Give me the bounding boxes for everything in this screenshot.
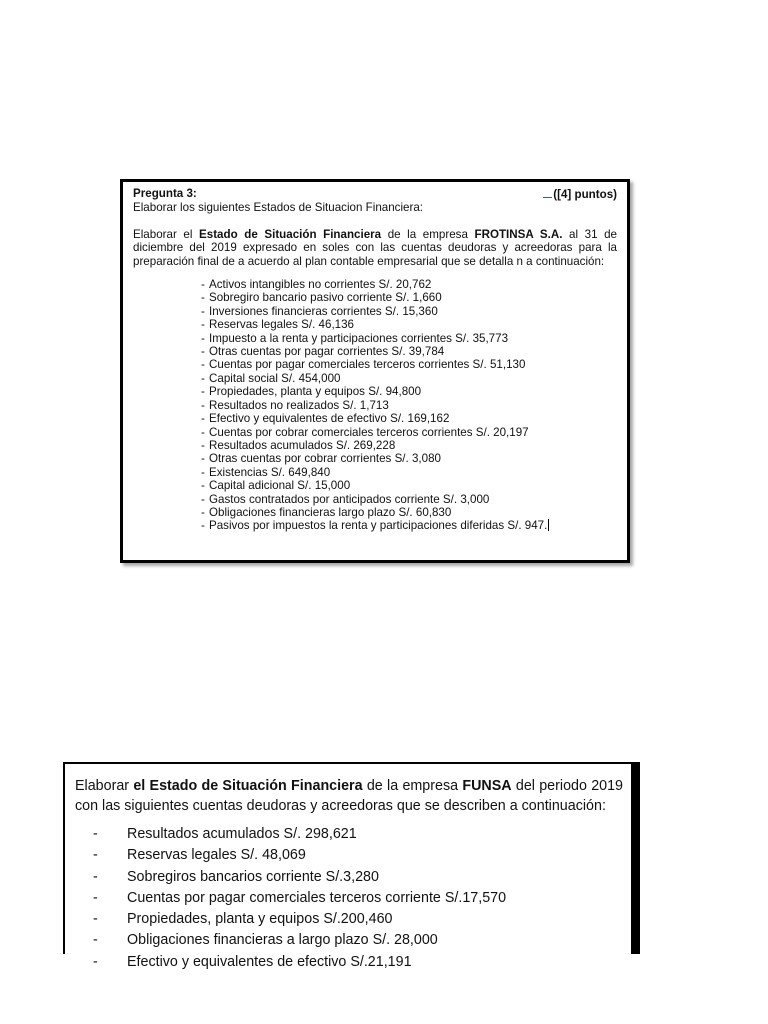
list-item xyxy=(93,888,623,909)
list-item-text: Cuentas por pagar comerciales terceros corriente S/.17,570 xyxy=(127,889,507,906)
list-item xyxy=(201,385,617,398)
question-intro xyxy=(133,228,617,268)
list-item-text: Resultados acumulados S/. 269,228 xyxy=(209,438,396,452)
list-item-text: Propiedades, planta y equipos S/. 94,800 xyxy=(209,385,422,399)
list-item-text: Sobregiros bancarios corriente S/.3,280 xyxy=(127,868,379,885)
list-item-text: Inversiones financieras corrientes S/. 15,360 xyxy=(209,304,438,318)
bullet-dash: - xyxy=(201,385,205,399)
bullet-dash: - xyxy=(201,438,205,452)
list-item-text: Efectivo y equivalentes de efectivo S/. 169,162 xyxy=(209,412,450,426)
bullet-dash: - xyxy=(93,932,98,949)
intro-text: Elaborar el xyxy=(133,227,200,241)
list-item xyxy=(201,452,617,465)
list-item xyxy=(201,399,617,412)
points-label: ([4] puntos) xyxy=(553,188,617,201)
list-item xyxy=(93,867,623,888)
bullet-dash: - xyxy=(201,331,205,345)
question-subtitle: Elaborar los siguientes Estados de Situacion Financiera: xyxy=(133,201,424,215)
bullet-dash: - xyxy=(201,412,205,426)
bullet-dash: - xyxy=(93,847,98,864)
list-item-text: Pasivos por impuestos la renta y participaciones diferidas S/. 947. xyxy=(209,519,548,533)
bullet-dash: - xyxy=(201,398,205,412)
list-item xyxy=(201,291,617,304)
list-item-text: Efectivo y equivalentes de efectivo S/.21,191 xyxy=(127,953,412,970)
bullet-dash: - xyxy=(201,345,205,359)
question-header xyxy=(133,187,617,201)
bullet-dash: - xyxy=(201,371,205,385)
list-item-text: Capital adicional S/. 15,000 xyxy=(209,479,351,493)
account-list xyxy=(201,278,617,533)
list-item xyxy=(201,479,617,492)
list-item-text: Reservas legales S/. 48,069 xyxy=(127,847,306,864)
list-item xyxy=(201,493,617,506)
list-item xyxy=(201,372,617,385)
list-item xyxy=(93,824,623,845)
list-item-text: Obligaciones financieras a largo plazo S/. 28,000 xyxy=(127,932,438,949)
list-item xyxy=(201,466,617,479)
bullet-dash: - xyxy=(201,278,205,292)
intro-company-name: FUNSA xyxy=(462,778,512,794)
bullet-dash: - xyxy=(201,465,205,479)
list-item xyxy=(201,506,617,519)
list-item-text: Cuentas por cobrar comerciales terceros corrientes S/. 20,197 xyxy=(209,425,529,439)
second-intro xyxy=(75,776,623,816)
intro-text: de la empresa xyxy=(362,778,463,794)
points xyxy=(543,187,617,201)
list-item xyxy=(93,845,623,866)
list-item-text: Resultados acumulados S/. 298,621 xyxy=(127,826,357,842)
bullet-dash: - xyxy=(93,911,98,928)
bullet-dash: - xyxy=(201,425,205,439)
bullet-dash: - xyxy=(201,479,205,493)
list-item xyxy=(201,519,617,532)
list-item xyxy=(201,358,617,371)
list-item-text: Cuentas por pagar comerciales terceros corrientes S/. 51,130 xyxy=(209,358,526,372)
bullet-dash: - xyxy=(201,519,205,533)
list-item xyxy=(201,412,617,425)
bullet-dash: - xyxy=(201,492,205,506)
bullet-dash: - xyxy=(93,868,98,885)
list-item-text: Impuesto a la renta y participaciones corrientes S/. 35,773 xyxy=(209,331,509,345)
bullet-dash: - xyxy=(93,826,98,842)
intro-bold-statement: Estado de Situación Financiera xyxy=(199,227,382,241)
question-box xyxy=(120,179,630,563)
list-item xyxy=(201,345,617,358)
question-title: Pregunta 3: xyxy=(133,187,197,200)
bullet-dash: - xyxy=(201,304,205,318)
list-item-text: Otras cuentas por cobrar corrientes S/. 3,080 xyxy=(209,452,441,466)
list-item xyxy=(201,318,617,331)
list-item-text: Reservas legales S/. 46,136 xyxy=(209,318,355,332)
list-item-text: Resultados no realizados S/. 1,713 xyxy=(209,398,389,412)
list-item xyxy=(201,278,617,291)
list-item-text: Obligaciones financieras largo plazo S/. 60,830 xyxy=(209,505,452,519)
bullet-dash: - xyxy=(201,452,205,466)
bullet-dash: - xyxy=(201,505,205,519)
list-item xyxy=(93,930,623,951)
bullet-dash: - xyxy=(201,318,205,332)
intro-text: del periodo 2019 con las siguientes cuentas deudoras y acreedoras que se describen a continuación: xyxy=(75,778,624,814)
intro-text: Elaborar xyxy=(75,778,134,794)
intro-bold-statement: el Estado de Situación Financiera xyxy=(133,778,363,794)
list-item-text: Activos intangibles no corrientes S/. 20,762 xyxy=(209,278,432,292)
intro-text: de la empresa xyxy=(381,227,475,241)
bullet-dash: - xyxy=(201,358,205,372)
list-item xyxy=(201,332,617,345)
intro-text: al 31 de diciembre del 2019 expresado en soles con las cuentas deudoras y acreedoras para la preparación final de a acuerdo al plan contable empresarial que se detalla n a continuación: xyxy=(133,227,617,268)
list-item-text: Propiedades, planta y equipos S/.200,460 xyxy=(127,911,393,928)
bullet-dash: - xyxy=(93,889,98,906)
list-item-text: Capital social S/. 454,000 xyxy=(209,371,341,385)
list-item xyxy=(93,909,623,930)
list-item xyxy=(93,952,623,973)
list-item-text: Otras cuentas por pagar corrientes S/. 39,784 xyxy=(209,345,445,359)
bullet-dash: - xyxy=(93,953,98,970)
list-item xyxy=(201,426,617,439)
list-item xyxy=(201,439,617,452)
text-cursor xyxy=(548,519,549,531)
intro-company-name: FROTINSA S.A. xyxy=(474,227,563,241)
list-item-text: Sobregiro bancario pasivo corriente S/. 1,660 xyxy=(209,291,442,305)
list-item-text: Gastos contratados por anticipados corriente S/. 3,000 xyxy=(209,492,490,506)
second-account-list xyxy=(93,824,623,973)
answer-blank xyxy=(543,187,552,198)
list-item-text: Existencias S/. 649,840 xyxy=(209,465,331,479)
list-item xyxy=(201,305,617,318)
bullet-dash: - xyxy=(201,291,205,305)
second-exercise-box xyxy=(63,762,640,970)
